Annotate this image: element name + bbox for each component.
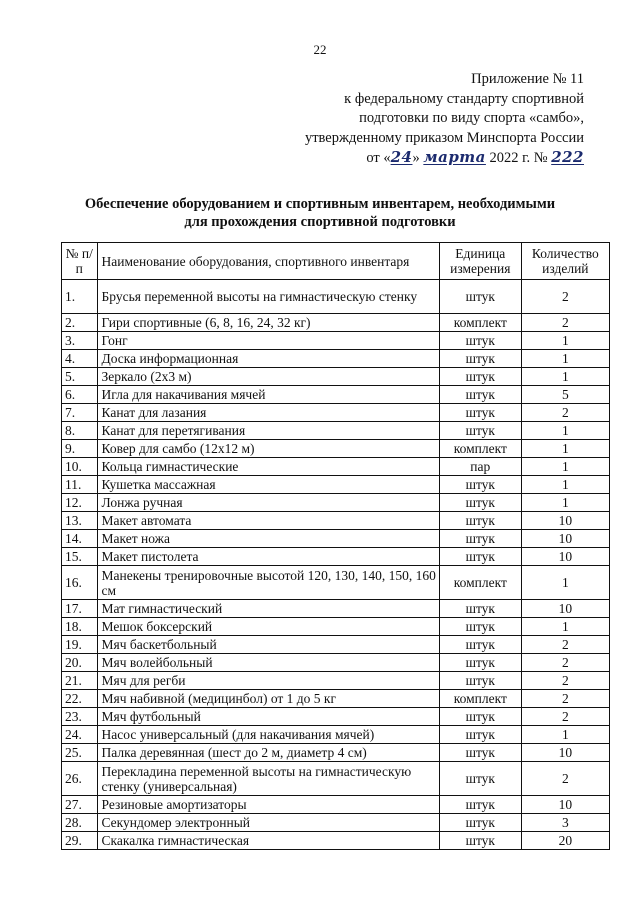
row-number: 7. — [62, 404, 98, 422]
item-unit: комплект — [439, 314, 521, 332]
item-unit: штук — [439, 350, 521, 368]
item-name: Гонг — [97, 332, 439, 350]
item-unit: комплект — [439, 690, 521, 708]
item-unit: штук — [439, 832, 521, 850]
row-number: 19. — [62, 636, 98, 654]
item-unit: штук — [439, 386, 521, 404]
row-number: 17. — [62, 600, 98, 618]
row-number: 22. — [62, 690, 98, 708]
table-row — [62, 762, 610, 796]
table-body — [62, 280, 610, 850]
item-quantity: 2 — [521, 654, 609, 672]
item-quantity: 2 — [521, 404, 609, 422]
item-quantity: 5 — [521, 386, 609, 404]
table-header-row — [62, 243, 610, 280]
item-unit: штук — [439, 762, 521, 796]
item-unit: штук — [439, 530, 521, 548]
row-number: 20. — [62, 654, 98, 672]
item-name: Мяч футбольный — [97, 708, 439, 726]
item-name: Макет пистолета — [97, 548, 439, 566]
item-quantity: 2 — [521, 280, 609, 314]
table-row — [62, 530, 610, 548]
item-name: Секундомер электронный — [97, 814, 439, 832]
date-year: 2022 г. № — [489, 150, 548, 166]
item-quantity: 1 — [521, 566, 609, 600]
table-row — [62, 350, 610, 368]
item-unit: штук — [439, 404, 521, 422]
row-number: 14. — [62, 530, 98, 548]
row-number: 21. — [62, 672, 98, 690]
row-number: 24. — [62, 726, 98, 744]
item-name: Насос универсальный (для накачивания мячей) — [97, 726, 439, 744]
appendix-line-2: к федеральному стандарту спортивной — [344, 90, 584, 107]
item-quantity: 10 — [521, 512, 609, 530]
item-unit: пар — [439, 458, 521, 476]
item-unit: комплект — [439, 566, 521, 600]
item-name: Зеркало (2х3 м) — [97, 368, 439, 386]
item-name: Мяч для регби — [97, 672, 439, 690]
item-unit: штук — [439, 654, 521, 672]
item-unit: штук — [439, 726, 521, 744]
header-name: Наименование оборудования, спортивного инвентаря — [97, 243, 439, 280]
table-row — [62, 796, 610, 814]
row-number: 18. — [62, 618, 98, 636]
item-quantity: 2 — [521, 708, 609, 726]
item-quantity: 1 — [521, 422, 609, 440]
row-number: 28. — [62, 814, 98, 832]
row-number: 6. — [62, 386, 98, 404]
title-line-2: для прохождения спортивной подготовки — [184, 214, 456, 230]
date-prefix: от « — [366, 150, 391, 166]
header-qty: Количество изделий — [521, 243, 609, 280]
item-unit: штук — [439, 280, 521, 314]
item-name: Канат для перетягивания — [97, 422, 439, 440]
appendix-date-line — [305, 148, 584, 169]
item-quantity: 1 — [521, 494, 609, 512]
item-quantity: 3 — [521, 814, 609, 832]
table-row — [62, 618, 610, 636]
item-quantity: 2 — [521, 690, 609, 708]
item-quantity: 10 — [521, 530, 609, 548]
item-quantity: 1 — [521, 726, 609, 744]
item-quantity: 2 — [521, 762, 609, 796]
table-row — [62, 600, 610, 618]
item-name: Кольца гимнастические — [97, 458, 439, 476]
item-quantity: 1 — [521, 476, 609, 494]
table-row — [62, 280, 610, 314]
row-number: 10. — [62, 458, 98, 476]
header-unit: Единица измерения — [439, 243, 521, 280]
header-num: № п/п — [62, 243, 98, 280]
item-name: Игла для накачивания мячей — [97, 386, 439, 404]
row-number: 26. — [62, 762, 98, 796]
item-name: Скакалка гимнастическая — [97, 832, 439, 850]
table-row — [62, 654, 610, 672]
item-name: Брусья переменной высоты на гимнастическую стенку — [97, 280, 439, 314]
item-unit: штук — [439, 708, 521, 726]
handwritten-order-number: 222 — [551, 148, 584, 166]
item-unit: штук — [439, 796, 521, 814]
item-name: Мяч волейбольный — [97, 654, 439, 672]
row-number: 25. — [62, 744, 98, 762]
table-row — [62, 476, 610, 494]
equipment-table — [61, 242, 610, 850]
item-name: Канат для лазания — [97, 404, 439, 422]
table-row — [62, 404, 610, 422]
item-name: Лонжа ручная — [97, 494, 439, 512]
item-quantity: 10 — [521, 744, 609, 762]
table-row — [62, 512, 610, 530]
appendix-header — [305, 70, 584, 169]
appendix-line-3: подготовки по виду спорта «самбо», — [359, 110, 584, 126]
row-number: 4. — [62, 350, 98, 368]
item-quantity: 2 — [521, 636, 609, 654]
item-name: Палка деревянная (шест до 2 м, диаметр 4 см) — [97, 744, 439, 762]
item-name: Мат гимнастический — [97, 600, 439, 618]
table-row — [62, 314, 610, 332]
item-quantity: 10 — [521, 548, 609, 566]
row-number: 12. — [62, 494, 98, 512]
item-name: Кушетка массажная — [97, 476, 439, 494]
item-quantity: 2 — [521, 314, 609, 332]
table-row — [62, 440, 610, 458]
item-name: Перекладина переменной высоты на гимнастическую стенку (универсальная) — [97, 762, 439, 796]
item-quantity: 1 — [521, 332, 609, 350]
table-row — [62, 832, 610, 850]
row-number: 9. — [62, 440, 98, 458]
item-quantity: 20 — [521, 832, 609, 850]
row-number: 27. — [62, 796, 98, 814]
item-name: Доска информационная — [97, 350, 439, 368]
item-unit: штук — [439, 422, 521, 440]
table-row — [62, 422, 610, 440]
item-unit: штук — [439, 744, 521, 762]
table-row — [62, 636, 610, 654]
table-row — [62, 548, 610, 566]
table-row — [62, 458, 610, 476]
page-number: 22 — [313, 42, 327, 57]
item-name: Мешок боксерский — [97, 618, 439, 636]
item-unit: комплект — [439, 440, 521, 458]
table-row — [62, 494, 610, 512]
item-name: Гири спортивные (6, 8, 16, 24, 32 кг) — [97, 314, 439, 332]
item-quantity: 10 — [521, 796, 609, 814]
item-quantity: 1 — [521, 618, 609, 636]
item-unit: штук — [439, 476, 521, 494]
title-line-1: Обеспечение оборудованием и спортивным инвентарем, необходимыми — [84, 196, 556, 212]
row-number: 15. — [62, 548, 98, 566]
table-row — [62, 386, 610, 404]
appendix-line-4: утвержденному приказом Минспорта России — [304, 129, 584, 146]
item-quantity: 10 — [521, 600, 609, 618]
row-number: 16. — [62, 566, 98, 600]
item-name: Мяч набивной (медицинбол) от 1 до 5 кг — [97, 690, 439, 708]
item-unit: штук — [439, 600, 521, 618]
item-name: Резиновые амортизаторы — [97, 796, 439, 814]
item-name: Ковер для самбо (12х12 м) — [97, 440, 439, 458]
item-unit: штук — [439, 548, 521, 566]
row-number: 1. — [62, 280, 98, 314]
item-unit: штук — [439, 814, 521, 832]
item-quantity: 2 — [521, 672, 609, 690]
table-row — [62, 672, 610, 690]
row-number: 23. — [62, 708, 98, 726]
table-row — [62, 566, 610, 600]
item-quantity: 1 — [521, 440, 609, 458]
item-unit: штук — [439, 512, 521, 530]
appendix-line-1: Приложение № 11 — [471, 71, 584, 87]
row-number: 2. — [62, 314, 98, 332]
table-row — [62, 368, 610, 386]
item-quantity: 1 — [521, 368, 609, 386]
table-row — [62, 726, 610, 744]
row-number: 13. — [62, 512, 98, 530]
item-quantity: 1 — [521, 458, 609, 476]
item-name: Манекены тренировочные высотой 120, 130, 140, 150, 160 см — [97, 566, 439, 600]
table-row — [62, 690, 610, 708]
row-number: 3. — [62, 332, 98, 350]
item-unit: штук — [439, 618, 521, 636]
row-number: 5. — [62, 368, 98, 386]
item-quantity: 1 — [521, 350, 609, 368]
item-unit: штук — [439, 636, 521, 654]
item-unit: штук — [439, 494, 521, 512]
item-name: Макет автомата — [97, 512, 439, 530]
handwritten-month: марта — [423, 148, 486, 166]
table-row — [62, 332, 610, 350]
row-number: 29. — [62, 832, 98, 850]
item-unit: штук — [439, 672, 521, 690]
table-row — [62, 708, 610, 726]
row-number: 11. — [62, 476, 98, 494]
item-name: Макет ножа — [97, 530, 439, 548]
row-number: 8. — [62, 422, 98, 440]
handwritten-day: 24 — [390, 148, 413, 166]
table-row — [62, 814, 610, 832]
item-unit: штук — [439, 368, 521, 386]
document-title — [40, 195, 600, 231]
date-mid: » — [412, 150, 420, 166]
item-name: Мяч баскетбольный — [97, 636, 439, 654]
table-row — [62, 744, 610, 762]
item-unit: штук — [439, 332, 521, 350]
